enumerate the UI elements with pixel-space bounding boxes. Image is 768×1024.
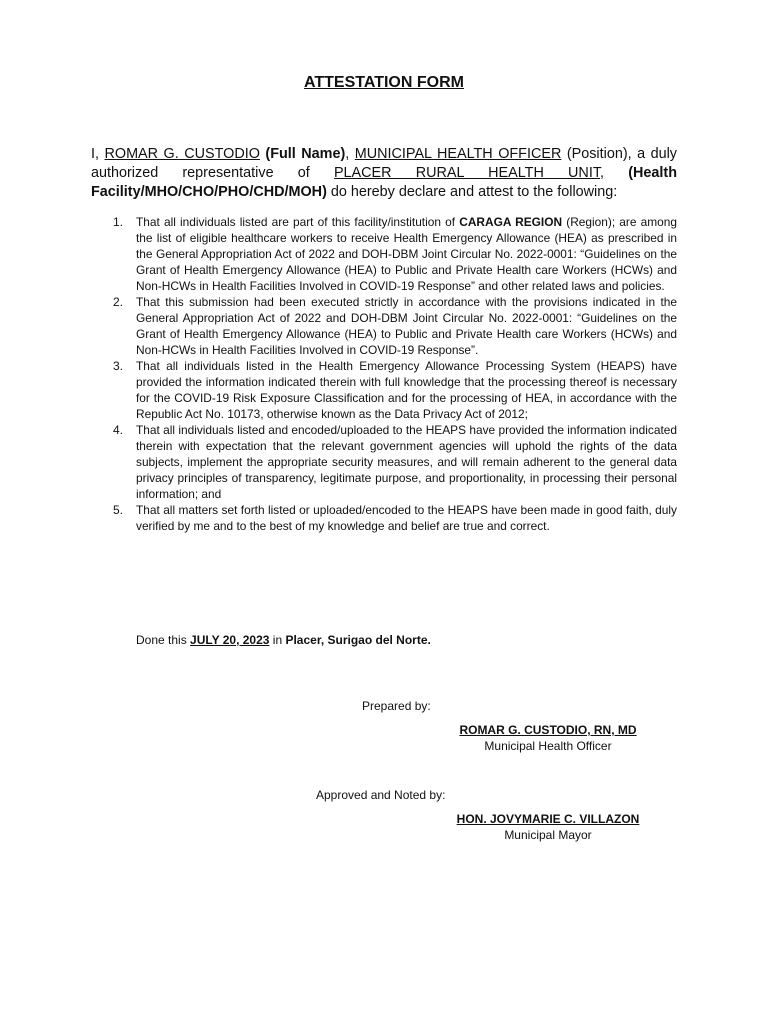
- intro-text-5: ,: [600, 165, 629, 182]
- done-line: [136, 632, 696, 648]
- list-item: [0, 214, 768, 294]
- prepared-by-label: Prepared by:: [362, 699, 431, 713]
- intro-text-6: do hereby declare and attest to the following:: [326, 184, 618, 201]
- item-number: 4.: [113, 423, 124, 437]
- item-text: [136, 294, 677, 358]
- item-text: [136, 214, 677, 294]
- document-title: ATTESTATION FORM: [304, 74, 464, 91]
- list-item: [0, 358, 768, 422]
- item-text-pre: That all individuals listed and encoded/uploaded to the HEAPS have provided the information indicated therein with expectation that the relevant government agencies will uphold the rights of the data subjects, implement the appropriate security measures, and will remain adherent to the general data privacy principles of transparency, legitimate purpose, and proportionality, in processing their personal information; and: [136, 423, 677, 501]
- prepared-by-name: ROMAR G. CUSTODIO, RN, MD: [459, 723, 637, 737]
- done-place: Placer, Surigao del Norte.: [285, 633, 431, 647]
- list-item: [0, 422, 768, 502]
- approved-by-name: HON. JOVYMARIE C. VILLAZON: [456, 812, 640, 826]
- item-number: 3.: [113, 359, 124, 373]
- approved-by-label: Approved and Noted by:: [316, 788, 446, 802]
- intro-text-1: I,: [91, 146, 105, 163]
- item-text: [136, 502, 677, 534]
- list-item: [0, 294, 768, 358]
- item-text: [136, 358, 677, 422]
- item-text: [136, 422, 677, 502]
- prepared-by-title: Municipal Health Officer: [484, 739, 612, 753]
- approved-by-title: Municipal Mayor: [504, 828, 592, 842]
- full-name-value: ROMAR G. CUSTODIO: [104, 146, 260, 163]
- item-text-pre: That all individuals listed in the Health Emergency Allowance Processing System (HEAPS) have provided the information indicated therein with full knowledge that the processing thereof is necessary for the COVID-19 Risk Exposure Classification and for the processing of HEA, in accordance with the Republic Act No. 10173, otherwise known as the Data Privacy Act of 2012;: [136, 359, 677, 421]
- list-item: [0, 502, 768, 534]
- full-name-label: (Full Name): [265, 146, 346, 163]
- done-date: JULY 20, 2023: [190, 633, 270, 647]
- done-prefix: Done this: [136, 633, 191, 647]
- item-number: 1.: [113, 215, 124, 229]
- item-number: 5.: [113, 503, 124, 517]
- item-text-pre: That this submission had been executed strictly in accordance with the provisions indicated in the General Appropriation Act of 2022 and DOH-DBM Joint Circular No. 2022-0001: “Guidelines on the Grant of Health Emergency Allowance (HEA) to Public and Private Health care Workers (HCWs) and Non-HCWs in Health Facilities Involved in COVID-19 Response”.: [136, 295, 677, 357]
- region-value: CARAGA REGION: [459, 215, 563, 229]
- item-number: 2.: [113, 295, 124, 309]
- position-value: MUNICIPAL HEALTH OFFICER: [354, 146, 562, 163]
- facility-value: PLACER RURAL HEALTH UNIT: [333, 165, 601, 182]
- facility-label: (Health Facility/MHO/CHO/PHO/CHD/MOH): [91, 165, 677, 201]
- intro-text-3: ,: [345, 146, 355, 163]
- intro-paragraph: [91, 145, 677, 202]
- item-text-pre: That all matters set forth listed or uploaded/encoded to the HEAPS have been made in good faith, duly verified by me and to the best of my knowledge and belief are true and correct.: [136, 503, 677, 533]
- item-text-pre: That all individuals listed are part of this facility/institution of: [136, 215, 460, 229]
- item-text-post: (Region); are among the list of eligible healthcare workers to receive Health Emergency Allowance (HEA) as prescribed in the General Appropriation Act of 2022 and DOH-DBM Joint Circular No. 2022-0001: “Guidelines on the Grant of Health Emergency Allowance (HEA) to Public and Private Health care Workers (HCWs) and Non-HCWs in Health Facilities Involved in COVID-19 Response” and other related laws and policies.: [136, 215, 678, 293]
- attestation-list: [0, 214, 768, 534]
- done-mid: in: [269, 633, 286, 647]
- intro-text-4: (Position), a duly authorized representative of: [91, 146, 678, 182]
